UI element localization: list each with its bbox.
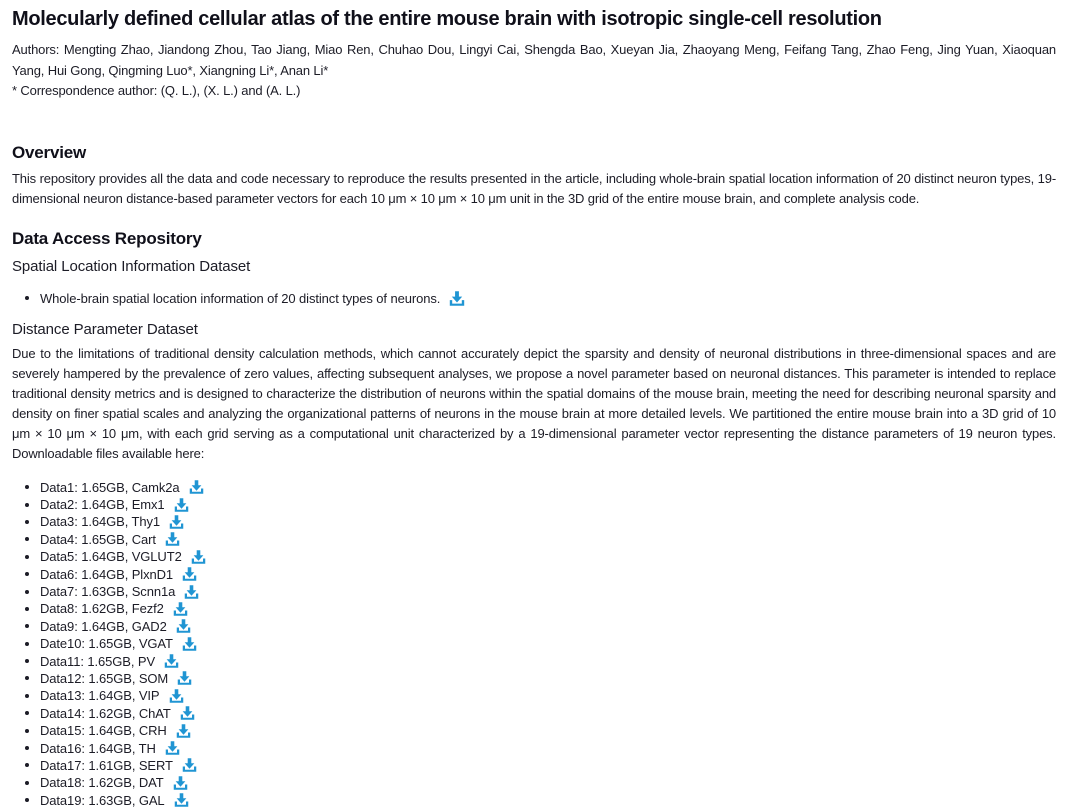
file-item-label: Data16: 1.64GB, TH — [40, 740, 156, 756]
download-link[interactable] — [169, 689, 184, 703]
download-link[interactable] — [177, 671, 192, 685]
download-icon — [184, 585, 199, 599]
distance-paragraph: Due to the limitations of traditional density calculation methods, which cannot accurately depict the sparsity and density of neuronal distributions in three-dimensional spaces and are severely hampered by the prevalence of zero values, affecting subsequent analyses, we propose a novel parameter based on neuronal distances. This parameter is intended to replace traditional density metrics and is designed to characterize the distribution of neurons within the spatial domains of the mouse brain, meeting the need for describing neuronal sparsity and density on finer spatial scales and analyzing the organizational patterns of neurons in the mouse brain at more detailed levels. We partitioned the entire mouse brain into a 3D grid of 10 μm × 10 μm × 10 μm, with each grid serving as a computational unit characterized by a 19-dimensional parameter vector representing the distance parameters of 19 neuron types. Downloadable files available here: — [12, 345, 1056, 461]
download-link[interactable] — [176, 619, 191, 633]
spatial-dataset-list — [12, 289, 1056, 308]
download-link[interactable] — [180, 706, 195, 720]
section-heading-data-access: Data Access Repository — [12, 228, 202, 248]
file-list-item — [24, 705, 1056, 722]
download-icon — [164, 654, 179, 668]
download-icon — [182, 637, 197, 651]
file-list-item — [24, 565, 1056, 582]
download-icon — [165, 741, 180, 755]
download-link[interactable] — [182, 637, 197, 651]
file-list-item — [24, 513, 1056, 530]
download-icon — [176, 619, 191, 633]
download-icon — [169, 689, 184, 703]
download-link[interactable] — [174, 793, 189, 807]
download-link[interactable] — [176, 724, 191, 738]
file-list-item — [24, 600, 1056, 617]
file-item-label: Data7: 1.63GB, Scnn1a — [40, 584, 176, 600]
file-item-label: Date10: 1.65GB, VGAT — [40, 636, 173, 652]
download-icon — [176, 724, 191, 738]
file-item-label: Data1: 1.65GB, Camk2a — [40, 479, 180, 495]
page-title: Molecularly defined cellular atlas of the entire mouse brain with isotropic single-cell resolution — [12, 8, 882, 30]
file-list-item — [24, 739, 1056, 756]
file-list-item — [24, 548, 1056, 565]
download-link[interactable] — [174, 498, 189, 512]
download-link[interactable] — [449, 291, 465, 306]
download-link[interactable] — [173, 602, 188, 616]
download-link[interactable] — [182, 758, 197, 772]
download-icon — [173, 776, 188, 790]
download-icon — [449, 291, 465, 306]
download-icon — [174, 498, 189, 512]
download-icon — [174, 793, 189, 807]
subsection-heading-distance: Distance Parameter Dataset — [12, 320, 198, 338]
file-list-item — [24, 583, 1056, 600]
download-icon — [189, 480, 204, 494]
download-link[interactable] — [165, 532, 180, 546]
download-link[interactable] — [173, 776, 188, 790]
file-item-label: Data4: 1.65GB, Cart — [40, 531, 156, 547]
file-list-item — [24, 670, 1056, 687]
file-item-label: Data18: 1.62GB, DAT — [40, 775, 164, 791]
spatial-dataset-item — [24, 289, 1056, 308]
download-icon — [191, 550, 206, 564]
download-link[interactable] — [182, 567, 197, 581]
file-item-label: Data12: 1.65GB, SOM — [40, 670, 169, 686]
file-list-item — [24, 792, 1056, 809]
download-link[interactable] — [184, 585, 199, 599]
file-item-label: Data14: 1.62GB, ChAT — [40, 705, 171, 721]
download-icon — [180, 706, 195, 720]
file-list-item — [24, 618, 1056, 635]
file-item-label: Data15: 1.64GB, CRH — [40, 723, 167, 739]
correspondence-line: * Correspondence author: (Q. L.), (X. L.) and (A. L.) — [12, 83, 301, 98]
subsection-heading-spatial: Spatial Location Information Dataset — [12, 257, 251, 275]
file-list-item — [24, 496, 1056, 513]
download-link[interactable] — [164, 654, 179, 668]
download-icon — [173, 602, 188, 616]
download-icon — [182, 758, 197, 772]
download-icon — [182, 567, 197, 581]
section-heading-overview: Overview — [12, 142, 87, 162]
file-item-label: Data6: 1.64GB, PlxnD1 — [40, 566, 174, 582]
file-list-item — [24, 687, 1056, 704]
file-list-item — [24, 531, 1056, 548]
spatial-dataset-item-label: Whole-brain spatial location information of 20 distinct types of neurons. — [40, 290, 441, 306]
download-link[interactable] — [165, 741, 180, 755]
file-item-label: Data8: 1.62GB, Fezf2 — [40, 601, 164, 617]
file-item-label: Data19: 1.63GB, GAL — [40, 792, 165, 808]
file-item-label: Data9: 1.64GB, GAD2 — [40, 618, 167, 634]
file-list-item — [24, 652, 1056, 669]
file-item-label: Data13: 1.64GB, VIP — [40, 688, 160, 704]
file-item-label: Data17: 1.61GB, SERT — [40, 757, 173, 773]
download-icon — [177, 671, 192, 685]
file-list-item — [24, 635, 1056, 652]
file-item-label: Data3: 1.64GB, Thy1 — [40, 514, 160, 530]
download-icon — [169, 515, 184, 529]
download-link[interactable] — [191, 550, 206, 564]
file-item-label: Data5: 1.64GB, VGLUT2 — [40, 549, 182, 565]
file-list-item — [24, 757, 1056, 774]
download-link[interactable] — [189, 480, 204, 494]
file-item-label: Data11: 1.65GB, PV — [40, 653, 156, 669]
file-list — [12, 479, 1056, 809]
file-list-item — [24, 774, 1056, 791]
authors-line: Authors: Mengting Zhao, Jiandong Zhou, Tao Jiang, Miao Ren, Chuhao Dou, Lingyi Cai, Shengda Bao, Xueyan Jia, Zhaoyang Meng, Feifang Tang, Zhao Feng, Jing Yuan, Xiaoquan Yang, Hui Gong, Qingming Luo*, Xiangning Li*, Anan Li* — [12, 42, 1056, 78]
download-link[interactable] — [169, 515, 184, 529]
file-item-label: Data2: 1.64GB, Emx1 — [40, 497, 165, 513]
file-list-item — [24, 479, 1056, 496]
download-icon — [165, 532, 180, 546]
overview-paragraph: This repository provides all the data and code necessary to reproduce the results presented in the article, including whole-brain spatial location information of 20 distinct neuron types, 19-dimensional neuron distance-based parameter vectors for each 10 μm × 10 μm × 10 μm unit in the 3D grid of the entire mouse brain, and complete analysis code. — [12, 170, 1056, 206]
file-list-item — [24, 722, 1056, 739]
